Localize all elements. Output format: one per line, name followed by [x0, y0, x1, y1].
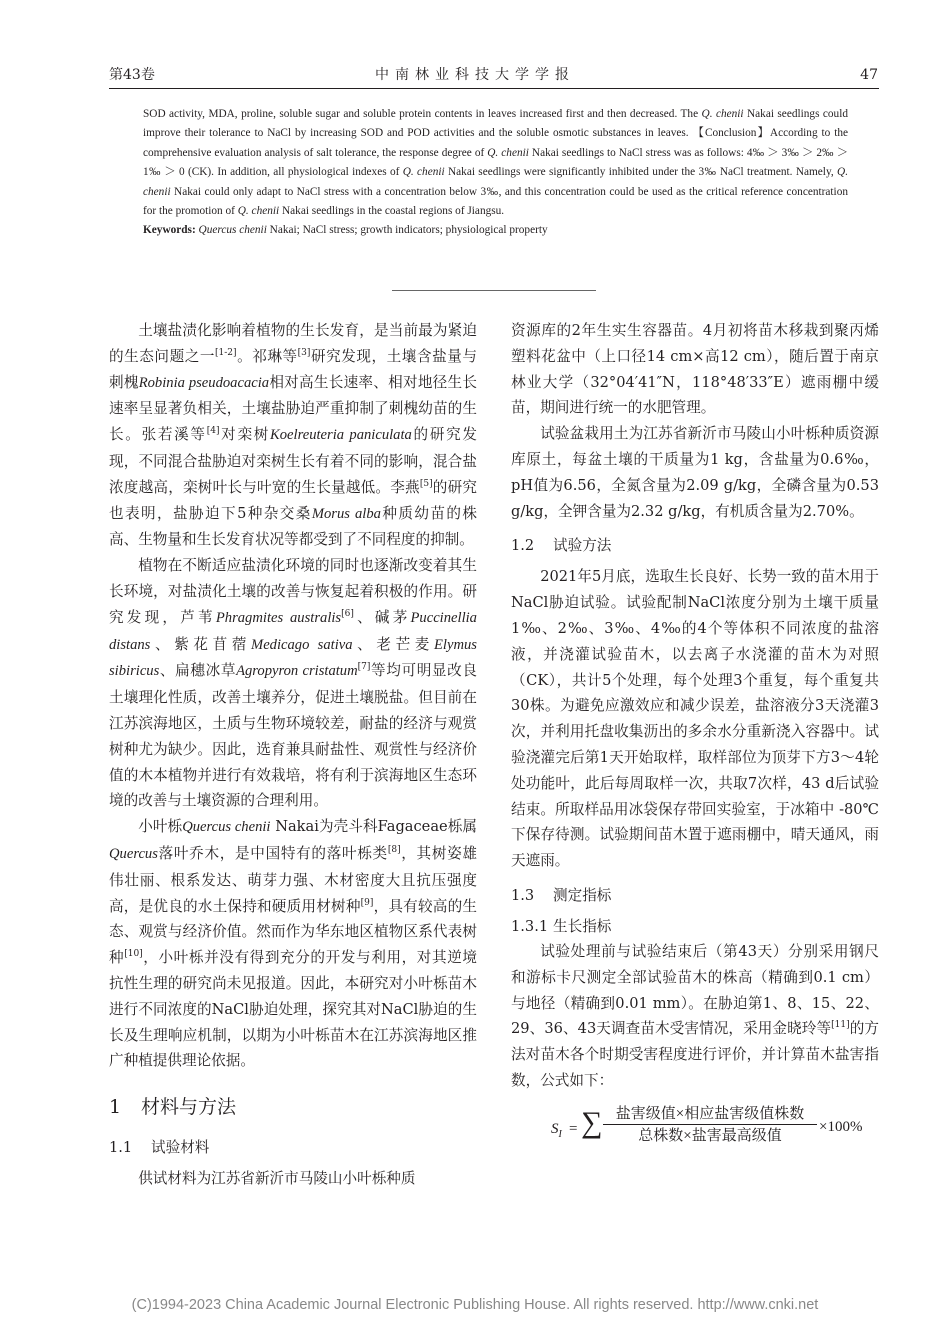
- page-number: 47: [860, 67, 878, 83]
- formula-multiplier: ×100%: [819, 1118, 863, 1135]
- keywords: Keywords: Quercus chenii Nakai; NaCl stress; growth indicators; physiological property: [143, 224, 548, 237]
- formula-fraction: [603, 1104, 817, 1147]
- growth-indicator-paragraph: 试验处理前与试验结束后（第43天）分别采用钢尺和游标卡尺测定全部试验苗木的株高（精确到0.1 cm）与地径（精确到0.01 mm）。在胁迫第1、8、15、22、29、36、43天调查苗木受害情况，采用金晓玲等[11]的方法对苗木各个时期受害程度进行评价，并计算苗木盐害指数，公式如下：: [511, 942, 879, 1089]
- formula-symbol: $S_I$: [551, 1120, 562, 1140]
- header-rule: [109, 88, 879, 89]
- right-column: [511, 318, 879, 1152]
- section-heading-1-3-1: 1.3.1 生长指标: [511, 917, 612, 935]
- intro-paragraph-3: 小叶栎Quercus chenii Nakai为壳斗科Fagaceae栎属Quercus落叶乔木，是中国特有的落叶栎类[8]，其树姿雄伟壮丽、根系发达、萌芽力强、木材密度大且抗压强度高，是优良的水土保持和硬质用材树种[9]，具有较高的生态、观赏与经济价值。然而作为华东地区植物区系代表树种[10]，小叶栎并没有得到充分的开发与利用，对其逆境抗性生理的研究尚未见报道。因此，本研究对小叶栎苗木进行不同浓度的NaCl胁迫处理，探究其对NaCl胁迫的生长及生理响应机制，以期为小叶栎苗木在江苏滨海地区推广种植提供理论依据。: [109, 818, 477, 1070]
- salt-damage-index-formula: [511, 1104, 879, 1152]
- running-header-journal: 中南林业科技大学学报: [375, 67, 575, 83]
- conclusion-label: 【Conclusion】: [692, 127, 770, 140]
- running-header-volume: 第43卷: [109, 67, 155, 83]
- intro-paragraph-2: 植物在不断适应盐渍化环境的同时也逐渐改变着其生长环境，对盐渍化土壤的改善与恢复起着积极的作用。研究发现，芦苇Phragmites australis[6]、碱茅Puccinellia distans、紫花苜蓿Medicago sativa、老芒麦Elymus sibiricus、扁穗冰草Agropyron cristatum[7]等均可明显改良土壤理化性质，改善土壤养分，促进土壤脱盐。但目前在江苏滨海地区，土质与生物环境较差，耐盐的经济与观赏树种尤为缺少。因此，选育兼具耐盐性、观赏性与经济价值的木本植物并进行有效栽培，将有利于滨海地区生态环境的改善与土壤资源的合理利用。: [109, 557, 477, 810]
- materials-paragraph-1: 供试材料为江苏省新沂市马陵山小叶栎种质: [138, 1170, 416, 1188]
- formula-equals: =: [569, 1120, 578, 1137]
- section-heading-1-2: 1.2 试验方法: [511, 537, 612, 555]
- materials-paragraph-2: 试验盆栽用土为江苏省新沂市马陵山小叶栎种质资源库原土，每盆土壤的干质量为1 kg，含盐量为0.6‰，pH值为6.56，全氮含量为2.09 g/kg，全磷含量为0.53 g/kg，全钾含量为2.32 g/kg，有机质含量为2.70%。: [511, 425, 879, 520]
- abstract-text: SOD activity, MDA, proline, soluble sugar and soluble protein contents in leaves increased first and then decreased. The Q. chenii Nakai seedlings could improve their tolerance to NaCl by increasing SOD and POD activities and the soluble osmotic substances in leaves. 【Conclusion】According to the comprehensive evaluation analysis of salt tolerance, the response degree of Q. chenii Nakai seedlings to NaCl stress was as follows: 4‰ ＞ 3‰ ＞ 2‰ ＞ 1‰ ＞ 0 (CK). In addition, all physiological indexes of Q. chenii Nakai seedlings were significantly inhibited under the 3‰ NaCl treatment. Namely, Q. chenii Nakai could only adapt to NaCl stress with a concentration below 3‰, and this concentration could be used as the critical reference concentration for the promotion of Q. chenii Nakai seedlings in the coastal regions of Jiangsu.: [143, 108, 849, 218]
- methods-paragraph: 2021年5月底，选取生长良好、长势一致的苗木用于NaCl胁迫试验。试验配制NaCl浓度分别为土壤干质量1‰、2‰、3‰、4‰的4个等体积不同浓度的盐溶液，并浇灌试验苗木，以去离子水浇灌的苗木为对照（CK），共计5个处理，每个处理3个重复，每个重复共30株。为避免应激效应和减少误差，盐溶液分3天浇灌3次，并利用托盘收集沥出的多余水分重新浇入容器中。试验浇灌完后第1天开始取样，取样部位为顶芽下方3～4轮处功能叶，此后每周取样一次，共取7次样，43 d后试验结束。所取样品用冰袋保存带回实验室，于冰箱中 -80℃下保存待测。试验期间苗木置于遮雨棚中，晴天通风，雨天遮雨。: [511, 568, 879, 870]
- section-heading-1-1: 1.1 试验材料: [109, 1139, 210, 1157]
- abstract-block: [143, 105, 848, 241]
- summation-icon: ∑: [581, 1105, 603, 1139]
- section-heading-1-3: 1.3 测定指标: [511, 886, 612, 904]
- abstract-separator: [392, 290, 596, 291]
- left-column: [109, 318, 477, 1192]
- copyright-footer: (C)1994-2023 China Academic Journal Electronic Publishing House. All rights reserved. http://www.cnki.net: [131, 1297, 819, 1313]
- formula-numerator: 盐害级值×相应盐害级值株数: [603, 1104, 817, 1125]
- intro-paragraph-1: 土壤盐渍化影响着植物的生长发育，是当前最为紧迫的生态问题之一[1-2]。祁琳等[3]研究发现，土壤含盐量与刺槐Robinia pseudoacacia相对高生长速率、相对地径生长速率呈显著负相关，土壤盐胁迫严重抑制了刺槐幼苗的生长。张若溪等[4]对栾树Koelreuteria paniculata的研究发现，不同混合盐胁迫对栾树生长有着不同的影响，混合盐浓度越高，栾树叶长与叶宽的生长量越低。李燕[5]的研究也表明，盐胁迫下5种杂交桑Morus alba种质幼苗的株高、生物量和生长发育状况等都受到了不同程度的抑制。: [109, 322, 477, 549]
- section-heading-1: 1 材料与方法: [109, 1096, 237, 1119]
- formula-denominator: 总株数×盐害最高级值: [638, 1127, 782, 1144]
- materials-paragraph-1-cont: 资源库的2年生实生容器苗。4月初将苗木移栽到聚丙烯塑料花盆中（上口径14 cm×高12 cm），随后置于南京林业大学（32°04′41″N，118°48′33″E）遮雨棚中缓苗，期间进行统一的水肥管理。: [511, 322, 879, 417]
